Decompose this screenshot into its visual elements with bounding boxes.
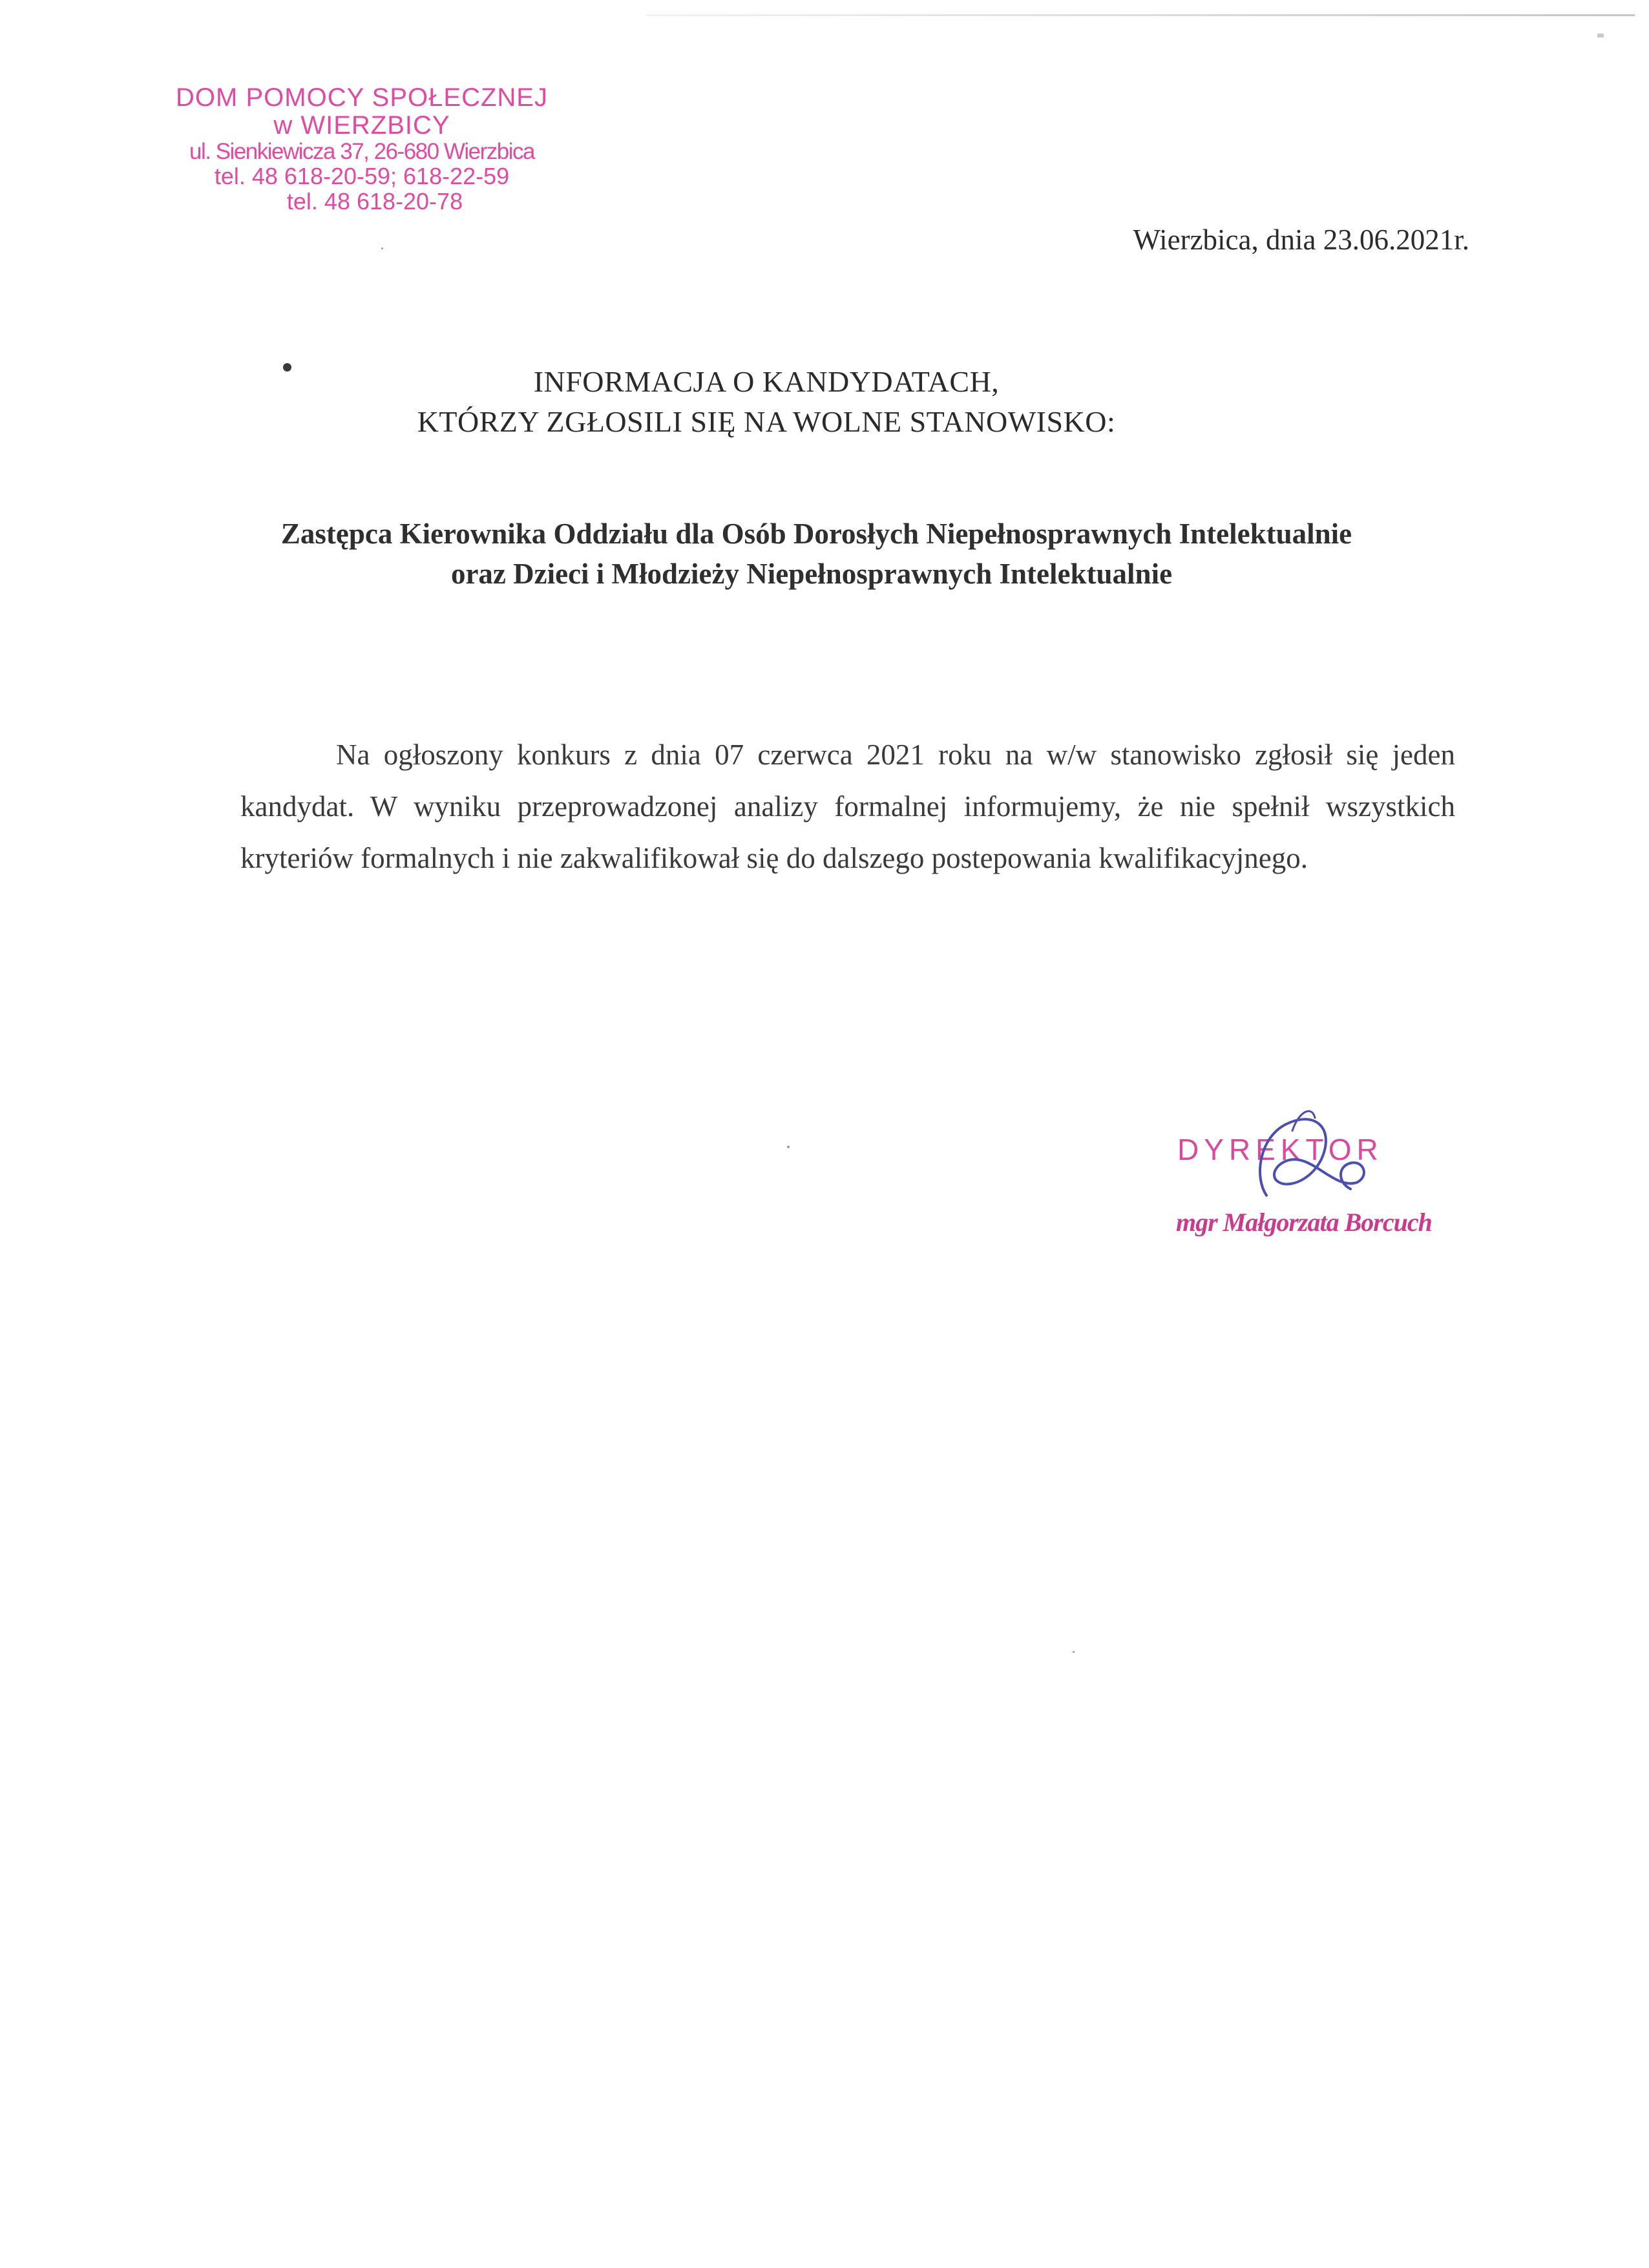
scan-edge-line [646, 14, 1635, 16]
institution-stamp [162, 84, 562, 215]
scan-speck [1073, 1651, 1075, 1653]
heading-line-1: INFORMACJA O KANDYDATACH, [533, 365, 1000, 398]
scan-speck [381, 247, 383, 249]
signature-name: mgr Małgorzata Borcuch [1176, 1208, 1432, 1237]
heading-line-2: KTÓRZY ZGŁOSILI SIĘ NA WOLNE STANOWISKO: [417, 405, 1116, 438]
position-title [0, 514, 1649, 594]
signature-block [1150, 1098, 1486, 1266]
signature-title: DYREKTOR [1177, 1133, 1383, 1166]
stamp-line-phone-2: tel. 48 618-20-78 [286, 188, 463, 215]
position-line-2: oraz Dzieci i Młodzieży Niepełnosprawnych Intelektualnie [450, 558, 1173, 590]
stamp-line-phone-1: tel. 48 618-20-59; 618-22-59 [214, 163, 510, 190]
position-line-1: Zastępca Kierownika Oddziału dla Osób Dorosłych Niepełnosprawnych Intelektualnie [280, 518, 1352, 550]
stamp-line-name: DOM POMOCY SPOŁECZNEJ [176, 83, 548, 112]
stamp-line-address: ul. Sienkiewicza 37, 26-680 Wierzbica [189, 139, 534, 165]
document-date: Wierzbica, dnia 23.06.2021r. [1133, 224, 1469, 256]
handwritten-signature-icon [1241, 1098, 1370, 1215]
body-paragraph: Na ogłoszony konkurs z dnia 07 czerwca 2021 roku na w/w stanowisko zgłosił się jeden kandydat. W wyniku przeprowadzonej analizy formalnej informujemy, że nie spełnił wszystkich kryteriów formalnych i nie zakwalifikował się do dalszego postepowania kwalifikacyjnego. [240, 739, 1455, 874]
scan-speck [787, 1146, 790, 1148]
scan-mark [1597, 34, 1604, 37]
stamp-line-location: w WIERZBICY [273, 111, 450, 140]
document-heading [0, 362, 1649, 442]
